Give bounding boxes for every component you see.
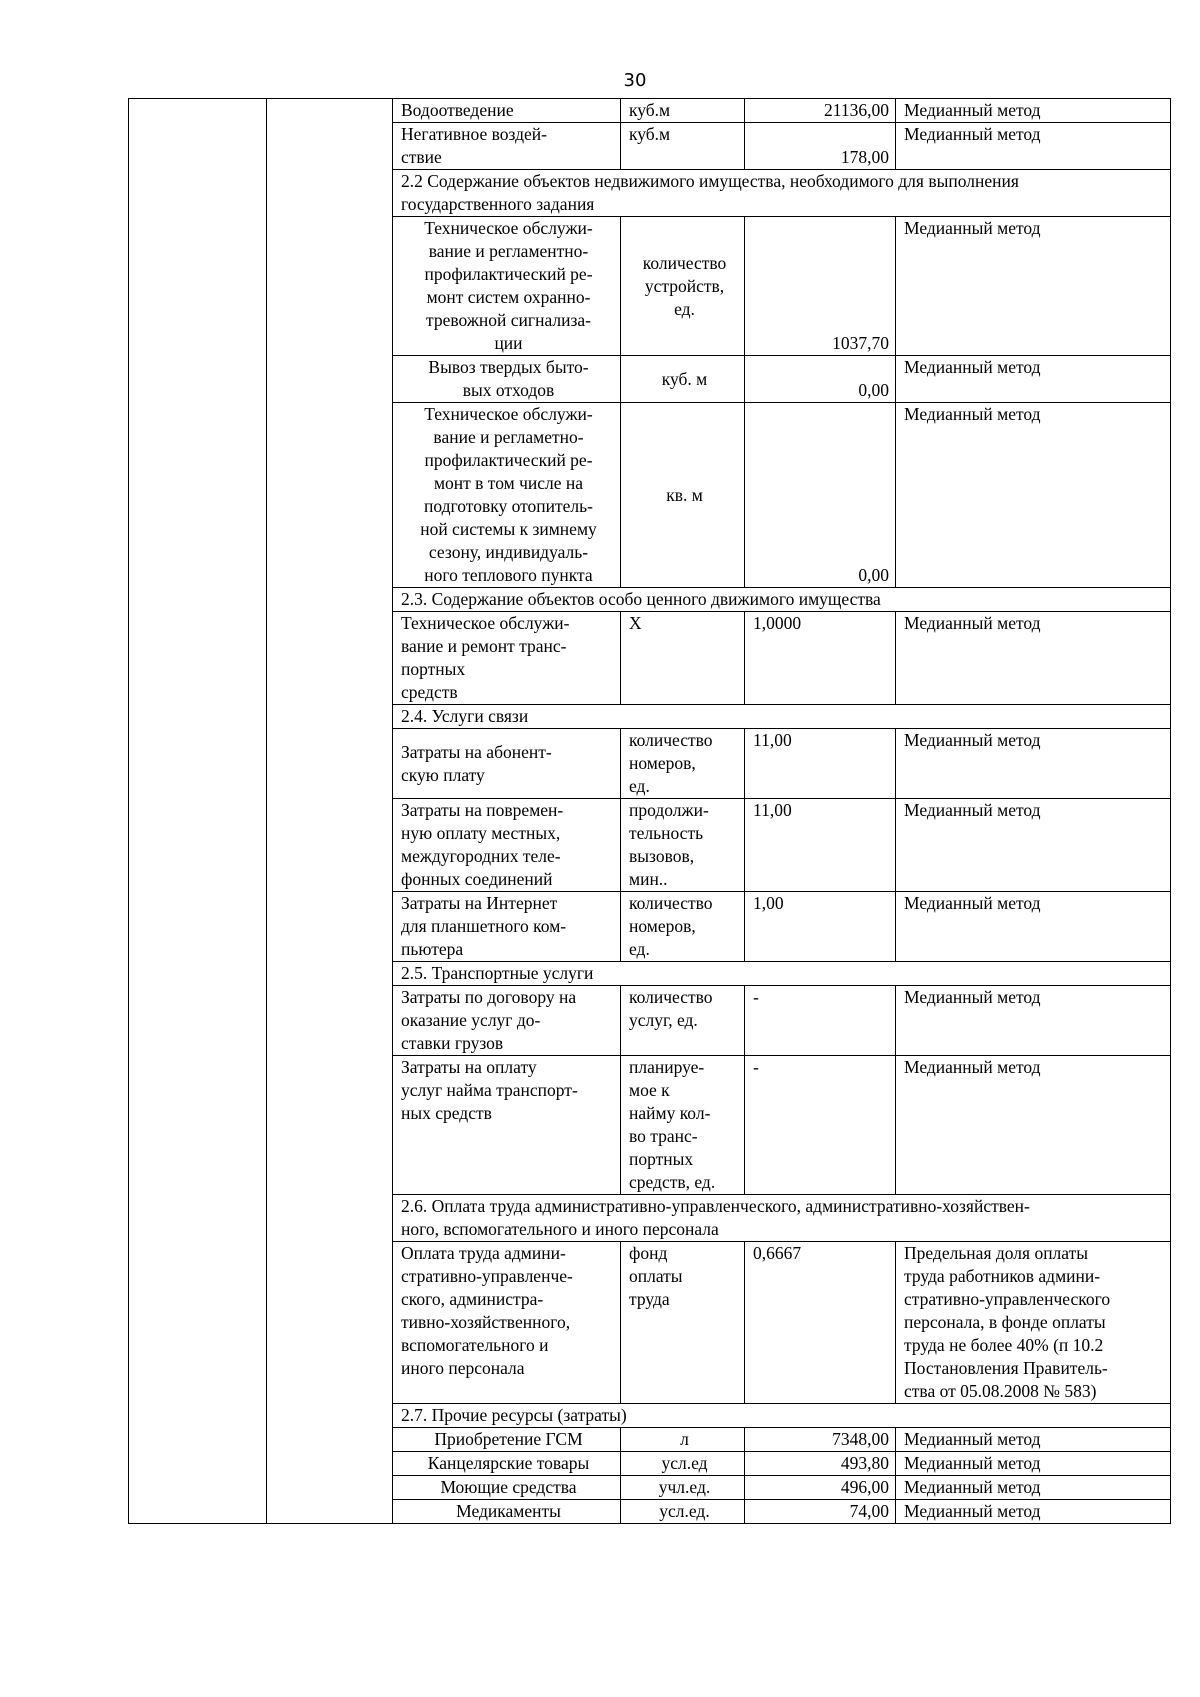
- cost-name: Затраты на повремен- ную оплату местных, междугородних теле- фонных соединений: [393, 799, 621, 892]
- cost-name: Канцелярские товары: [393, 1452, 621, 1476]
- table-row: [129, 99, 1171, 123]
- blank-column-2: [267, 99, 393, 1524]
- method: Медианный метод: [896, 1056, 1171, 1195]
- unit: усл.ед.: [621, 1500, 745, 1524]
- cost-name: Приобретение ГСМ: [393, 1428, 621, 1452]
- unit: усл.ед: [621, 1452, 745, 1476]
- unit: Х: [621, 612, 745, 705]
- value: 1,0000: [745, 612, 896, 705]
- unit: фонд оплаты труда: [621, 1242, 745, 1404]
- cost-name: Техническое обслужи- вание и регламетно- профилактический ре- монт в том числе на подготовку отопитель- ной системы к зимнему сезону, индивидуаль- ного теплового пункта: [393, 403, 621, 588]
- method: Медианный метод: [896, 99, 1171, 123]
- cost-name: Затраты на оплату услуг найма транспорт- ных средств: [393, 1056, 621, 1195]
- blank-column-1: [129, 99, 267, 1524]
- method: Предельная доля оплаты труда работников админи- стративно-управленческого персонала, в фонде оплаты труда не более 40% (п 10.2 Постановления Правитель- ства от 05.08.2008 № 583): [896, 1242, 1171, 1404]
- value: 74,00: [745, 1500, 896, 1524]
- section-heading: 2.5. Транспортные услуги: [393, 962, 1171, 986]
- method: Медианный метод: [896, 799, 1171, 892]
- value: -: [745, 986, 896, 1056]
- unit: учл.ед.: [621, 1476, 745, 1500]
- method: Медианный метод: [896, 356, 1171, 403]
- method: Медианный метод: [896, 1500, 1171, 1524]
- unit: планируе- мое к найму кол- во транс- портных средств, ед.: [621, 1056, 745, 1195]
- section-heading: 2.4. Услуги связи: [393, 705, 1171, 729]
- section-heading: 2.2 Содержание объектов недвижимого имущества, необходимого для выполнения государственного задания: [393, 170, 1171, 217]
- unit: количество устройств, ед.: [621, 217, 745, 356]
- method: Медианный метод: [896, 892, 1171, 962]
- cost-name: Затраты по договору на оказание услуг до- ставки грузов: [393, 986, 621, 1056]
- cost-name: Техническое обслужи- вание и регламентно- профилактический ре- монт систем охранно- тревожной сигнализа- ции: [393, 217, 621, 356]
- section-heading: 2.3. Содержание объектов особо ценного движимого имущества: [393, 588, 1171, 612]
- unit: количество номеров, ед.: [621, 729, 745, 799]
- value: 0,00: [745, 356, 896, 403]
- unit: количество номеров, ед.: [621, 892, 745, 962]
- value: 11,00: [745, 799, 896, 892]
- value: -: [745, 1056, 896, 1195]
- section-heading: 2.6. Оплата труда административно-управленческого, административно-хозяйствен- ного, вспомогательного и иного персонала: [393, 1195, 1171, 1242]
- method: Медианный метод: [896, 123, 1171, 170]
- unit: куб.м: [621, 123, 745, 170]
- method: Медианный метод: [896, 612, 1171, 705]
- cost-name: Негативное воздей- ствие: [393, 123, 621, 170]
- method: Медианный метод: [896, 1476, 1171, 1500]
- cost-name: Техническое обслужи- вание и ремонт транс- портных средств: [393, 612, 621, 705]
- method: Медианный метод: [896, 1452, 1171, 1476]
- value: 0,00: [745, 403, 896, 588]
- method: Медианный метод: [896, 986, 1171, 1056]
- value: 11,00: [745, 729, 896, 799]
- value: 0,6667: [745, 1242, 896, 1404]
- unit: количество услуг, ед.: [621, 986, 745, 1056]
- value: 493,80: [745, 1452, 896, 1476]
- unit: кв. м: [621, 403, 745, 588]
- method: Медианный метод: [896, 1428, 1171, 1452]
- value: 1,00: [745, 892, 896, 962]
- cost-name: Вывоз твердых быто- вых отходов: [393, 356, 621, 403]
- value: 178,00: [745, 123, 896, 170]
- method: Медианный метод: [896, 217, 1171, 356]
- cost-name: Оплата труда админи- стративно-управленче- ского, администра- тивно-хозяйственного, вспомогательного и иного персонала: [393, 1242, 621, 1404]
- value: 21136,00: [745, 99, 896, 123]
- section-heading: 2.7. Прочие ресурсы (затраты): [393, 1404, 1171, 1428]
- page-number: 30: [623, 70, 647, 91]
- cost-name: Затраты на Интернет для планшетного ком- пьютера: [393, 892, 621, 962]
- costs-table: [128, 98, 1171, 1524]
- method: Медианный метод: [896, 729, 1171, 799]
- value: 1037,70: [745, 217, 896, 356]
- method: Медианный метод: [896, 403, 1171, 588]
- cost-name: Затраты на абонент- скую плату: [393, 729, 621, 799]
- cost-name: Водоотведение: [393, 99, 621, 123]
- unit: л: [621, 1428, 745, 1452]
- unit: куб.м: [621, 99, 745, 123]
- unit: куб. м: [621, 356, 745, 403]
- cost-name: Медикаменты: [393, 1500, 621, 1524]
- value: 7348,00: [745, 1428, 896, 1452]
- unit: продолжи- тельность вызовов, мин..: [621, 799, 745, 892]
- cost-name: Моющие средства: [393, 1476, 621, 1500]
- value: 496,00: [745, 1476, 896, 1500]
